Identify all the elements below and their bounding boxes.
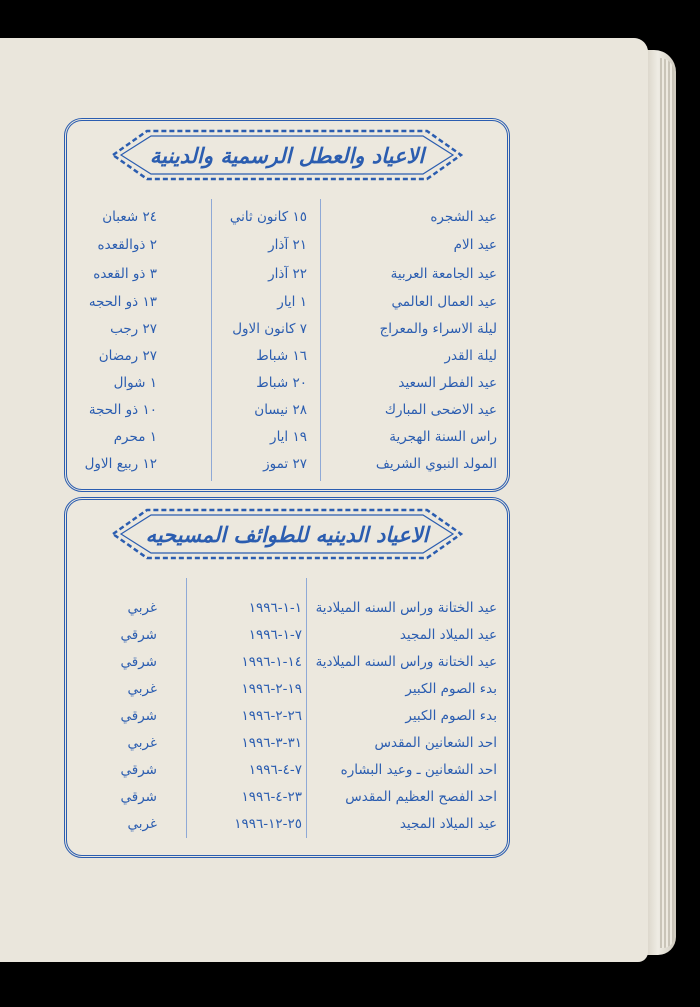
calendar-type: غربي xyxy=(127,816,157,832)
calendar-type: غربي xyxy=(127,600,157,616)
calendar-type: شرقي xyxy=(120,789,157,805)
christian-title: الاعياد الدينيه للطوائف المسيحيه xyxy=(145,521,429,547)
holiday-name: عيد الشجره xyxy=(430,209,497,225)
table-row xyxy=(67,708,507,736)
table-row xyxy=(67,735,507,763)
holiday-date: ١-١-١٩٩٦ xyxy=(248,600,302,616)
holiday-name: عيد الجامعة العربية xyxy=(390,266,497,282)
gregorian-date: ٧ كانون الاول xyxy=(232,321,307,337)
table-row xyxy=(67,762,507,790)
table-row xyxy=(67,402,507,430)
table-row xyxy=(67,348,507,376)
table-row xyxy=(67,237,507,265)
calendar-type: غربي xyxy=(127,735,157,751)
hijri-date: ١ محرم xyxy=(113,429,157,445)
gregorian-date: ١٥ كانون ثاني xyxy=(229,209,307,225)
holiday-date: ٢٣-٤-١٩٩٦ xyxy=(241,789,302,805)
holiday-date: ٧-١-١٩٩٦ xyxy=(248,627,302,643)
page-edge-pages xyxy=(660,58,674,948)
table-row xyxy=(67,627,507,655)
holiday-date: ٧-٤-١٩٩٦ xyxy=(248,762,302,778)
table-row xyxy=(67,266,507,294)
hijri-date: ٢ ذوالقعده xyxy=(97,237,157,253)
holiday-name: ليلة القدر xyxy=(444,348,497,364)
hijri-date: ١٠ ذو الحجة xyxy=(88,402,157,418)
gregorian-date: ١٩ ايار xyxy=(270,429,307,445)
table-row xyxy=(67,600,507,628)
table-row xyxy=(67,375,507,403)
holiday-date: ٢٦-٢-١٩٩٦ xyxy=(241,708,302,724)
holiday-date: ٢٥-١٢-١٩٩٦ xyxy=(234,816,302,832)
holiday-name: المولد النبوي الشريف xyxy=(375,456,497,472)
hijri-date: ٢٧ رجب xyxy=(110,321,157,337)
holiday-name: عيد العمال العالمي xyxy=(391,294,497,310)
holiday-name: راس السنة الهجرية xyxy=(389,429,497,445)
christian-banner xyxy=(107,502,467,566)
holiday-date: ١٤-١-١٩٩٦ xyxy=(241,654,302,670)
gregorian-date: ٢٢ آذار xyxy=(268,266,307,282)
holiday-name: بدء الصوم الكبير xyxy=(405,681,497,697)
table-row xyxy=(67,816,507,844)
christian-holidays-section xyxy=(64,497,510,858)
calendar-type: شرقي xyxy=(120,627,157,643)
holidays-title: الاعياد والعطل الرسمية والدينية xyxy=(149,142,425,168)
hijri-date: ٢٧ رمضان xyxy=(98,348,157,364)
table-row xyxy=(67,321,507,349)
table-row xyxy=(67,789,507,817)
calendar-type: شرقي xyxy=(120,762,157,778)
gregorian-date: ١ ايار xyxy=(277,294,307,310)
gregorian-date: ٢٧ تموز xyxy=(263,456,307,472)
holiday-name: احد الفصح العظيم المقدس xyxy=(345,789,497,805)
holiday-name: عيد الختانة وراس السنه الميلادية xyxy=(315,600,497,616)
holiday-name: احد الشعانين ـ وعيد البشاره xyxy=(340,762,497,778)
holidays-section xyxy=(64,118,510,492)
table-row xyxy=(67,294,507,322)
gregorian-date: ٢٨ نيسان xyxy=(254,402,307,418)
holiday-name: احد الشعانين المقدس xyxy=(374,735,497,751)
hijri-date: ١٣ ذو الحجه xyxy=(88,294,157,310)
holiday-date: ٣١-٣-١٩٩٦ xyxy=(241,735,302,751)
holiday-name: عيد الميلاد المجيد xyxy=(399,627,497,643)
hijri-date: ٣ ذو القعده xyxy=(93,266,157,282)
holiday-name: عيد الام xyxy=(453,237,497,253)
table-row xyxy=(67,681,507,709)
holidays-banner xyxy=(107,123,467,187)
holiday-name: عيد الختانة وراس السنه الميلادية xyxy=(315,654,497,670)
gregorian-date: ٢٠ شباط xyxy=(256,375,307,391)
gregorian-date: ٢١ آذار xyxy=(268,237,307,253)
calendar-type: شرقي xyxy=(120,654,157,670)
holiday-name: عيد الميلاد المجيد xyxy=(399,816,497,832)
table-row xyxy=(67,456,507,484)
gregorian-date: ١٦ شباط xyxy=(256,348,307,364)
calendar-type: شرقي xyxy=(120,708,157,724)
holiday-name: عيد الاضحى المبارك xyxy=(384,402,497,418)
hijri-date: ٢٤ شعبان xyxy=(102,209,157,225)
holiday-name: ليلة الاسراء والمعراج xyxy=(379,321,497,337)
hijri-date: ١٢ ربيع الاول xyxy=(84,456,157,472)
hijri-date: ١ شوال xyxy=(113,375,157,391)
holiday-name: بدء الصوم الكبير xyxy=(405,708,497,724)
holiday-date: ١٩-٢-١٩٩٦ xyxy=(241,681,302,697)
table-row xyxy=(67,429,507,457)
table-row xyxy=(67,209,507,237)
calendar-type: غربي xyxy=(127,681,157,697)
holiday-name: عيد الفطر السعيد xyxy=(398,375,497,391)
table-row xyxy=(67,654,507,682)
